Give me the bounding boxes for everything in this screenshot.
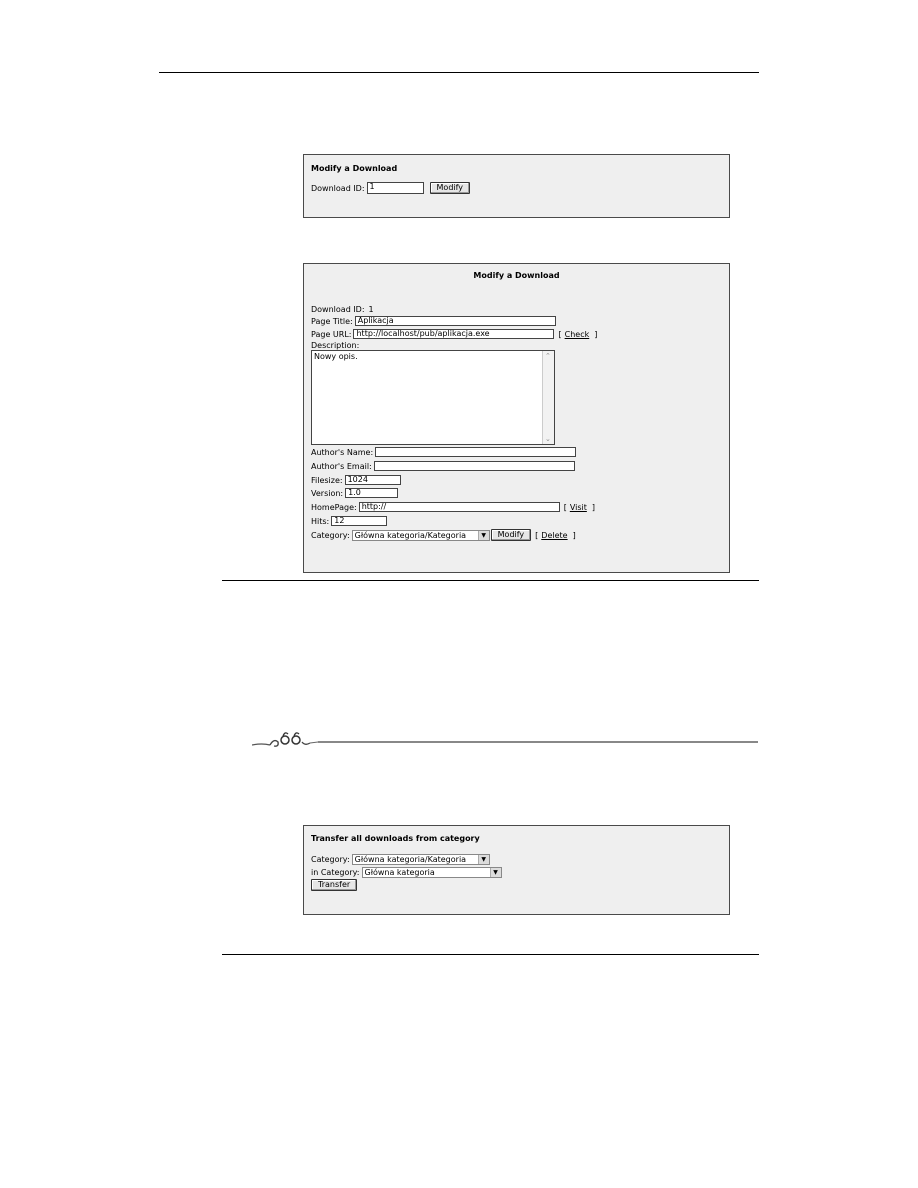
download-id-input[interactable]: 1	[367, 182, 424, 194]
download-id-label: Download ID:	[311, 304, 365, 314]
filesize-input[interactable]: 1024	[345, 475, 401, 485]
page-url-input[interactable]: http://localhost/pub/aplikacja.exe	[353, 329, 554, 339]
form-title: Modify a Download	[473, 271, 560, 280]
textarea-scrollbar[interactable]	[542, 351, 554, 444]
category-label: Category:	[311, 854, 350, 864]
modify-download-id-panel	[303, 154, 730, 218]
author-name-input[interactable]	[375, 447, 576, 457]
bracket-open: [	[563, 502, 567, 512]
description-label: Description:	[311, 340, 360, 350]
bracket-close: ]	[591, 502, 595, 512]
download-id-value: 1	[368, 304, 374, 314]
scroll-up-icon[interactable]: ⌃	[545, 352, 551, 360]
modify-button[interactable]: Modify	[491, 529, 532, 541]
transfer-title: Transfer all downloads from category	[311, 834, 480, 843]
description-text: Nowy opis.	[314, 352, 358, 361]
chevron-down-icon[interactable]: ▼	[490, 868, 501, 877]
version-input[interactable]: 1.0	[345, 488, 398, 498]
bracket-open: [	[558, 329, 562, 339]
homepage-label: HomePage:	[311, 502, 357, 512]
modify-button[interactable]: Modify	[430, 182, 471, 194]
scroll-down-icon[interactable]: ⌄	[545, 435, 551, 443]
middle-rule	[222, 580, 759, 581]
page-url-label: Page URL:	[311, 329, 352, 339]
homepage-input[interactable]: http://	[359, 502, 560, 512]
bracket-close: ]	[572, 530, 576, 540]
chevron-down-icon[interactable]: ▼	[478, 531, 489, 540]
flourish-icon	[252, 728, 760, 752]
category-selected-value: Główna kategoria/Kategoria	[354, 530, 467, 540]
source-category-select[interactable]	[352, 854, 490, 865]
author-email-label: Author's Email:	[311, 461, 372, 471]
hits-input[interactable]: 12	[331, 516, 387, 526]
transfer-button[interactable]: Transfer	[311, 879, 357, 891]
chevron-down-icon[interactable]: ▼	[478, 855, 489, 864]
category-label: Category:	[311, 530, 350, 540]
hits-label: Hits:	[311, 516, 330, 526]
page-title-label: Page Title:	[311, 316, 353, 326]
filesize-label: Filesize:	[311, 475, 343, 485]
bottom-rule	[222, 954, 759, 955]
target-category-value: Główna kategoria	[364, 867, 435, 877]
panel-title: Modify a Download	[311, 164, 398, 173]
target-category-select[interactable]	[362, 867, 502, 878]
bracket-open: [	[535, 530, 539, 540]
ornament-divider	[252, 728, 760, 752]
check-link[interactable]: Check	[564, 329, 590, 339]
transfer-downloads-panel	[303, 825, 730, 915]
top-rule	[159, 72, 759, 73]
visit-link[interactable]: Visit	[569, 502, 587, 512]
page-title-input[interactable]: Aplikacja	[355, 316, 556, 326]
in-category-label: in Category:	[311, 867, 360, 877]
modify-download-form-panel	[303, 263, 730, 573]
delete-link[interactable]: Delete	[541, 530, 568, 540]
source-category-value: Główna kategoria/Kategoria	[354, 854, 467, 864]
author-name-label: Author's Name:	[311, 447, 374, 457]
author-email-input[interactable]	[374, 461, 575, 471]
description-textarea[interactable]	[311, 350, 555, 445]
category-select[interactable]	[352, 530, 490, 541]
download-id-label: Download ID:	[311, 183, 365, 193]
version-label: Version:	[311, 488, 344, 498]
bracket-close: ]	[594, 329, 598, 339]
